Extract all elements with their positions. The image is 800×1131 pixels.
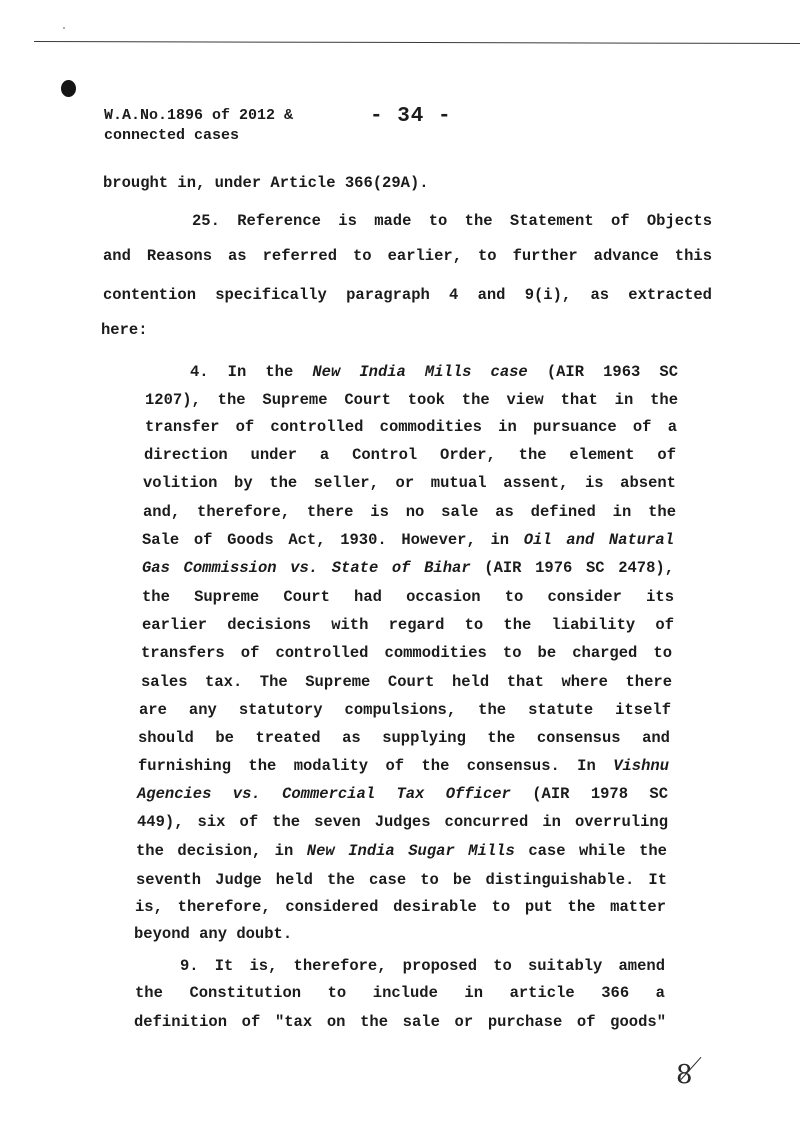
quote-line-18 xyxy=(136,842,667,860)
quote-line-7 xyxy=(142,531,674,549)
quote-line-11: transfers of controlled commodities to be charged to xyxy=(141,644,672,662)
case-name-ongc-cont: Gas Commission vs. State of Bihar xyxy=(142,559,471,577)
scan-speck xyxy=(63,27,65,29)
quote-line-15a: furnishing the modality of the consensus. In xyxy=(138,757,614,775)
case-name-vishnu: Vishnu xyxy=(613,757,669,775)
quote-line-12: sales tax. The Supreme Court held that where there xyxy=(141,673,672,691)
quote-line-8b: (AIR 1976 SC 2478), xyxy=(470,559,675,577)
case-reference-line-1: W.A.No.1896 of 2012 & xyxy=(104,107,294,124)
quote-line-18c: case while the xyxy=(514,842,667,860)
case-name-ongc: Oil and Natural xyxy=(523,531,674,549)
body-line-4: contention specifically paragraph 4 and 9(i), as extracted xyxy=(103,286,712,304)
quote-line-21: beyond any doubt. xyxy=(134,925,293,943)
quote-line-15 xyxy=(138,757,669,775)
quote-line-18a: the decision, in xyxy=(136,842,307,860)
punch-hole xyxy=(61,80,76,97)
body-line-1: brought in, under Article 366(29A). xyxy=(103,174,429,192)
quote-line-1 xyxy=(190,363,678,381)
quote-line-16 xyxy=(137,785,668,803)
quote-line-2: 1207), the Supreme Court took the view that in the xyxy=(145,391,678,409)
body-line-2: 25. Reference is made to the Statement of Objects xyxy=(192,212,712,230)
quote-line-8 xyxy=(142,559,674,577)
case-name-vishnu-cont: Agencies vs. Commercial Tax Officer xyxy=(137,785,511,803)
case-name-new-india-sugar: New India Sugar Mills xyxy=(306,842,515,860)
body-line-3: and Reasons as referred to earlier, to further advance this xyxy=(103,247,712,265)
quote-line-24: definition of "tax on the sale or purchase of goods" xyxy=(134,1013,666,1031)
quote-line-20: is, therefore, considered desirable to put the matter xyxy=(135,898,666,916)
case-name-new-india-mills: New India Mills case xyxy=(312,363,528,381)
handwritten-initials: 8 xyxy=(676,1060,693,1090)
quote-line-23: the Constitution to include in article 366 a xyxy=(135,984,665,1002)
case-reference-line-2: connected cases xyxy=(104,127,240,144)
quote-line-4: direction under a Control Order, the element of xyxy=(144,446,676,464)
quote-line-17: 449), six of the seven Judges concurred in overruling xyxy=(137,813,668,831)
quote-line-1a: 4. In the xyxy=(190,363,313,381)
quote-line-7a: Sale of Goods Act, 1930. However, in xyxy=(142,531,524,549)
quote-line-9: the Supreme Court had occasion to consider its xyxy=(142,588,674,606)
quote-line-22: 9. It is, therefore, proposed to suitably amend xyxy=(180,957,665,975)
quote-line-6: and, therefore, there is no sale as defined in the xyxy=(143,503,676,521)
quote-line-14: should be treated as supplying the consensus and xyxy=(138,729,670,747)
top-rule-line xyxy=(34,41,800,44)
body-line-5: here: xyxy=(101,321,148,339)
quote-line-5: volition by the seller, or mutual assent, is absent xyxy=(143,474,676,492)
quote-line-1c: (AIR 1963 SC xyxy=(527,363,678,381)
quote-line-19: seventh Judge held the case to be distinguishable. It xyxy=(136,871,667,889)
page-number: - 34 - xyxy=(370,105,452,128)
quote-line-10: earlier decisions with regard to the liability of xyxy=(142,616,674,634)
quote-line-3: transfer of controlled commodities in pursuance of a xyxy=(145,418,677,436)
case-reference xyxy=(104,106,293,146)
quote-line-13: are any statutory compulsions, the statute itself xyxy=(139,701,671,719)
quote-line-16b: (AIR 1978 SC xyxy=(510,785,669,803)
